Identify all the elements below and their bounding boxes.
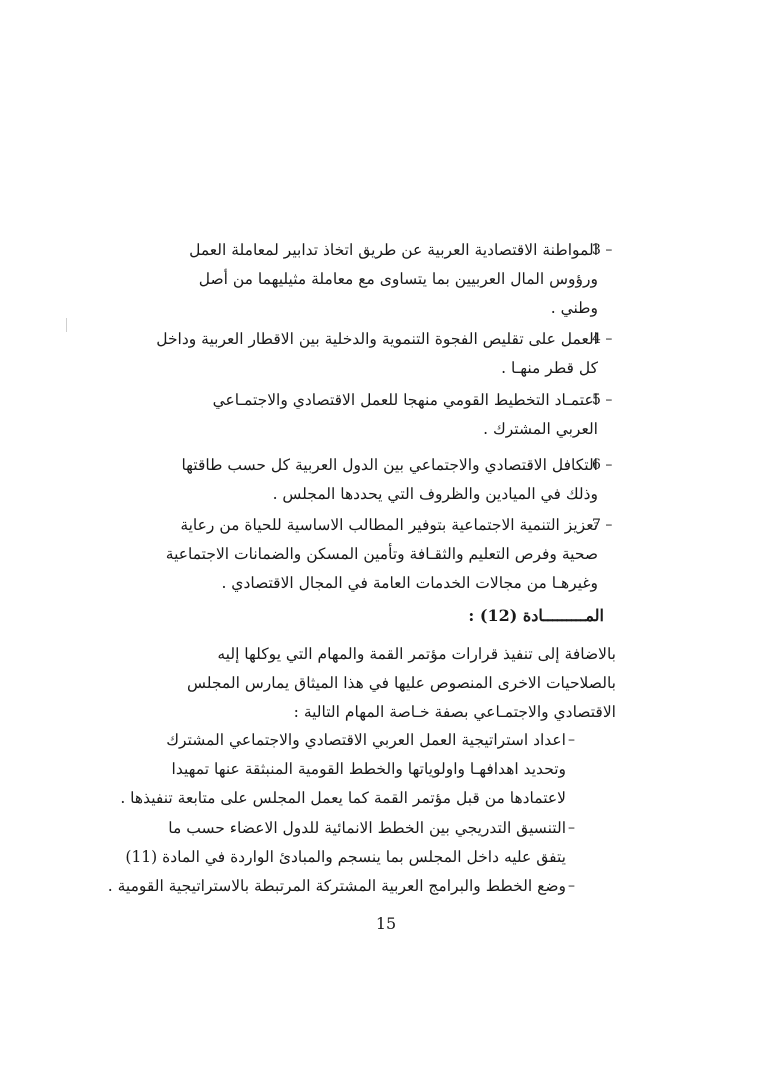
text-line: لاعتمادها من قبل مؤتمر القمة كما يعمل المجلس على متابعة تنفيذها .	[120, 789, 566, 807]
text-line: وضع الخطط والبرامج العربية المشتركة المرتبطة بالاستراتيجية القومية .	[107, 877, 566, 895]
item-number: 6 –	[592, 457, 613, 473]
text-line: تعزيز التنمية الاجتماعية بتوفير المطالب الاساسية للحياة من رعاية	[180, 516, 598, 534]
text-line: كل قطر منهـا .	[501, 359, 598, 377]
item-text	[150, 511, 598, 598]
text-line: بالاضافة إلى تنفيذ قرارات مؤتمر القمة والمهام التي يوكلها إليه	[217, 645, 616, 663]
text-line: المواطنة الاقتصادية العربية عن طريق اتخاذ تدابير لمعاملة العمل	[189, 241, 598, 259]
intro-paragraph	[150, 640, 616, 727]
item-number: 4 –	[592, 331, 613, 347]
task-text	[125, 814, 566, 872]
text-line: ورؤوس المال العربيين بما يتساوى مع معاملة مثيليهما من أصل	[198, 270, 598, 288]
text-line: وغيرهـا من مجالات الخدمات العامة في المجال الاقتصادي .	[221, 574, 598, 592]
text-line: وذلك في الميادين والظروف التي يحددها المجلس .	[272, 485, 598, 503]
text-line: صحية وفرص التعليم والثقـافة وتأمين المسكن والضمانات الاجتماعية	[165, 545, 598, 563]
text-line: وتحديد اهدافهـا واولوياتها والخطط القومية المنبثقة عنها تمهيدا	[171, 760, 566, 778]
item-text	[150, 325, 598, 383]
task-marker: –	[568, 732, 575, 748]
text-line: اعتمـاد التخطيط القومي منهجا للعمل الاقتصادي والاجتمـاعي	[212, 391, 598, 409]
text-line: يتفق عليه داخل المجلس بما ينسجم والمبادئ الواردة في المادة (11)	[125, 848, 566, 866]
task-marker: –	[568, 820, 575, 836]
page-number: 15	[375, 914, 397, 933]
scan-artifact	[66, 318, 67, 332]
text-line: اعداد استراتيجية العمل العربي الاقتصادي والاجتماعي المشترك	[166, 731, 566, 749]
task-marker: –	[568, 878, 575, 894]
item-text	[150, 451, 598, 509]
item-text	[150, 236, 598, 323]
task-text	[120, 726, 566, 813]
item-number: 7 –	[592, 517, 613, 533]
item-text	[150, 386, 598, 444]
text-line: التنسيق التدريجي بين الخطط الانمائية للدول الاعضاء حسب ما	[168, 819, 566, 837]
item-number: 5 –	[592, 392, 613, 408]
article-heading: المـــــــــادة (12) :	[468, 606, 604, 625]
text-line: وطني .	[550, 299, 598, 317]
text-line: العربي المشترك .	[483, 420, 598, 438]
text-line: الاقتصادي والاجتمـاعي بصفة خـاصة المهام التالية :	[293, 703, 616, 721]
text-line: التكافل الاقتصادي والاجتماعي بين الدول العربية كل حسب طاقتها	[181, 456, 598, 474]
item-number: 3 –	[592, 242, 613, 258]
text-line: بالصلاحيات الاخرى المنصوص عليها في هذا الميثاق يمارس المجلس	[187, 674, 616, 692]
task-text	[107, 872, 566, 901]
text-line: العمل على تقليص الفجوة التنموية والدخلية بين الاقطار العربية وداخل	[156, 330, 598, 348]
